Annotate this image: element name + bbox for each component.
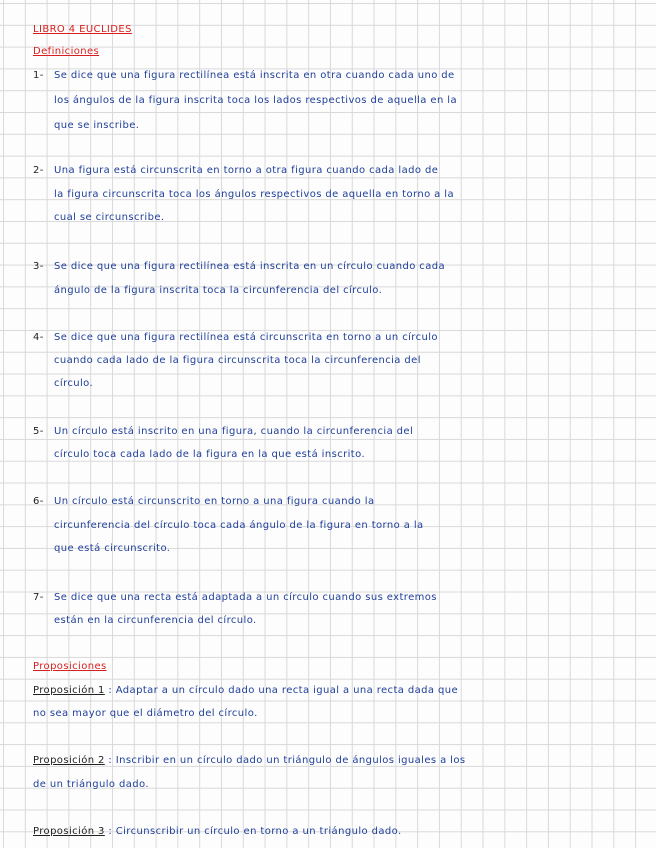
proposition-text: : Circunscribir un círculo en torno a un triángulo dado. — [108, 826, 402, 837]
definition-line: cual se circunscribe. — [54, 212, 165, 223]
proposition-label: Proposición 3 — [33, 826, 105, 837]
proposition-line — [33, 685, 458, 696]
definition-line: Se dice que una recta está adaptada a un círculo cuando sus extremos — [54, 592, 437, 603]
definition-number: 6- — [33, 496, 44, 507]
proposition-line — [33, 826, 402, 837]
definition-number: 5- — [33, 426, 44, 437]
definition-number: 1- — [33, 70, 44, 81]
proposition-line — [33, 755, 466, 766]
definitions-heading: Definiciones — [33, 46, 100, 57]
definition-line: Se dice que una figura rectilínea está inscrita en un círculo cuando cada — [54, 261, 446, 272]
proposition-line: de un triángulo dado. — [33, 779, 149, 790]
definition-number: 4- — [33, 332, 44, 343]
definition-line: están en la circunferencia del círculo. — [54, 615, 257, 626]
page-title: LIBRO 4 EUCLIDES — [33, 24, 132, 35]
definition-line: circunferencia del círculo toca cada ángulo de la figura en torno a la — [54, 520, 424, 531]
definition-number: 3- — [33, 261, 44, 272]
proposition-text: : Adaptar a un círculo dado una recta igual a una recta dada que — [108, 685, 459, 696]
definition-number: 2- — [33, 165, 44, 176]
definition-line: Un círculo está circunscrito en torno a una figura cuando la — [54, 496, 375, 507]
proposition-label: Proposición 2 — [33, 755, 105, 766]
definition-line: círculo. — [54, 378, 94, 389]
definition-line: Una figura está circunscrita en torno a otra figura cuando cada lado de — [54, 165, 439, 176]
definition-line: los ángulos de la figura inscrita toca los lados respectivos de aquella en la — [54, 95, 457, 106]
definition-line: ángulo de la figura inscrita toca la circunferencia del círculo. — [54, 285, 383, 296]
propositions-heading: Proposiciones — [33, 661, 107, 672]
definition-line: la figura circunscrita toca los ángulos respectivos de aquella en torno a la — [54, 189, 454, 200]
proposition-text: : Inscribir en un círculo dado un triángulo de ángulos iguales a los — [108, 755, 466, 766]
definition-line: Se dice que una figura rectilínea está inscrita en otra cuando cada uno de — [54, 70, 455, 81]
definition-line: que está circunscrito. — [54, 543, 171, 554]
definition-number: 7- — [33, 592, 44, 603]
definition-line: que se inscribe. — [54, 120, 140, 131]
proposition-label: Proposición 1 — [33, 685, 105, 696]
definition-line: cuando cada lado de la figura circunscrita toca la circunferencia del — [54, 355, 421, 366]
definition-line: Un círculo está inscrito en una figura, cuando la circunferencia del — [54, 426, 414, 437]
proposition-line: no sea mayor que el diámetro del círculo. — [33, 708, 258, 719]
definition-line: círculo toca cada lado de la figura en la que está inscrito. — [54, 449, 366, 460]
definition-line: Se dice que una figura rectilínea está circunscrita en torno a un círculo — [54, 332, 438, 343]
